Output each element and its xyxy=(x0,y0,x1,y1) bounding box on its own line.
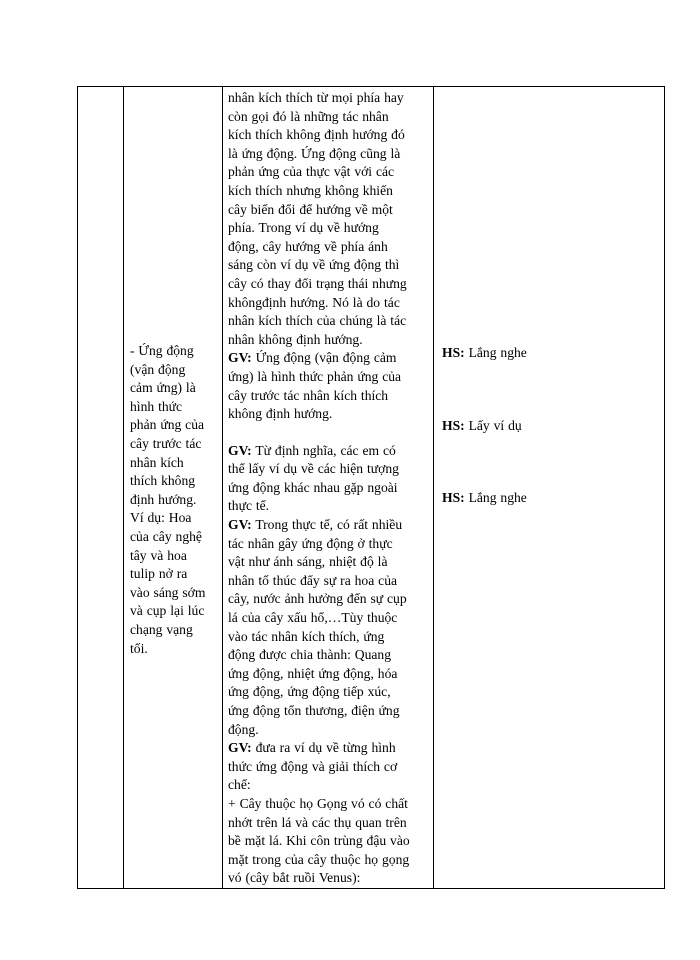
text-line: nhân kích thích của chúng là tác xyxy=(228,313,407,329)
paragraph-spacer xyxy=(442,435,660,471)
text-line: vào sáng sớm xyxy=(130,584,206,600)
text-line: hình thức xyxy=(130,398,183,414)
text-line: thích không xyxy=(130,473,196,489)
hs-response-2 xyxy=(442,417,660,436)
text-line: khôngđịnh hướng. Nó là do tác xyxy=(228,294,400,310)
text-line: (vận động xyxy=(130,361,186,377)
text-line: bề mặt lá. Khi côn trùng đậu vào xyxy=(228,833,410,849)
column-3-cell xyxy=(223,87,434,889)
text-line: chạng vạng xyxy=(130,621,193,637)
text-line: nhân tố thúc đẩy sự ra hoa của xyxy=(228,572,398,588)
text-line: + Cây thuộc họ Gọng vó có chất xyxy=(228,795,408,811)
text-line: ứng động, ứng động tiếp xúc, xyxy=(228,684,391,700)
text-line: vào tác nhân kích thích, ứng xyxy=(228,628,385,644)
text-line: động được chia thành: Quang xyxy=(228,647,392,663)
lesson-table xyxy=(77,86,665,889)
gv-paragraph-2 xyxy=(228,442,430,461)
text-line: cây có thay đổi trạng thái nhưng xyxy=(228,275,407,291)
text-run: Từ định nghĩa, các em có xyxy=(251,442,396,458)
text-line: còn gọi đó là những tác nhân xyxy=(228,108,389,124)
text-line: tây và hoa xyxy=(130,547,187,563)
column-1-cell xyxy=(78,87,124,889)
gv-label: GV: xyxy=(228,740,252,756)
text-line: nhân kích xyxy=(130,454,184,470)
text-line: ứng) là hình thức phản ứng của xyxy=(228,368,402,384)
text-line: tối. xyxy=(130,640,148,656)
text-run: Trong thực tế, có rất nhiều xyxy=(251,517,403,533)
text-line: động. xyxy=(228,721,259,737)
text-line: cảm ứng) là xyxy=(130,380,196,396)
gv-label: GV: xyxy=(228,350,252,366)
gv-label: GV: xyxy=(228,442,252,458)
text-line: nhân kích thích từ mọi phía hay xyxy=(228,90,404,105)
gv-label: GV: xyxy=(228,517,252,533)
text-line: không định hướng. xyxy=(228,406,333,422)
table-row xyxy=(78,87,665,889)
paragraph-spacer xyxy=(228,424,430,442)
text-line: chế: xyxy=(228,777,251,793)
text-line: tác nhân gây ứng động ở thực xyxy=(228,535,393,551)
text-run: Lắng nghe xyxy=(464,490,527,506)
text-line: lá của cây xấu hổ,…Tùy thuộc xyxy=(228,610,398,626)
student-activity xyxy=(434,87,664,508)
paragraph-spacer xyxy=(442,471,660,489)
text-line: vật như ánh sáng, nhiệt độ là xyxy=(228,554,388,570)
text-line: mặt trong của cây thuộc họ gọng xyxy=(228,851,410,867)
teacher-activity xyxy=(223,87,433,888)
text-line: kích thích không định hướng đó xyxy=(228,127,405,143)
text-line: nhớt trên lá và các thụ quan trên xyxy=(228,814,407,830)
text-line: - Ứng động xyxy=(130,343,194,358)
text-line: thực tế. xyxy=(228,498,270,514)
text-run: Lấy ví dụ xyxy=(464,417,522,433)
text-line: và cụp lại lúc xyxy=(130,603,205,619)
text-line: ứng động tổn thương, điện ứng xyxy=(228,703,400,718)
text-line: cây trước tác nhân kích thích xyxy=(228,387,389,403)
gv-paragraph-1 xyxy=(228,349,430,368)
text-run: Ứng động (vận động cảm xyxy=(251,350,397,366)
text-line: tulip nở ra xyxy=(130,566,188,582)
hs-response-3 xyxy=(442,489,660,508)
hs-label: HS: xyxy=(442,345,465,360)
text-line: kích thích nhưng không khiến xyxy=(228,182,393,198)
text-line: thức ứng động và giải thích cơ xyxy=(228,758,398,774)
text-line: vó (cây bắt ruồi Venus): xyxy=(228,870,361,886)
text-run: Lắng nghe xyxy=(464,345,527,360)
text-line: động, cây hướng về phía ánh xyxy=(228,238,388,254)
text-line: Ví dụ: Hoa xyxy=(130,510,192,526)
gv-paragraph-3 xyxy=(228,516,430,535)
text-line: của cây nghệ xyxy=(130,528,202,544)
paragraph-spacer xyxy=(442,363,660,399)
content-definition xyxy=(124,87,222,658)
column-4-cell xyxy=(434,87,665,889)
text-line: ứng động khác nhau gặp ngoài xyxy=(228,479,398,495)
text-line: thể lấy ví dụ về các hiện tượng xyxy=(228,461,399,477)
hs-label: HS: xyxy=(442,490,465,506)
gv-paragraph-4 xyxy=(228,739,430,758)
text-line: là ứng động. Ứng động cũng là xyxy=(228,145,401,161)
text-line: phản ứng của thực vật với các xyxy=(228,164,395,180)
hs-response-1 xyxy=(442,344,660,363)
text-line: phía. Trong ví dụ về hướng xyxy=(228,220,379,236)
text-line: nhân không định hướng. xyxy=(228,331,363,347)
column-2-cell xyxy=(124,87,223,889)
text-line: sáng còn ví dụ về ứng động thì xyxy=(228,257,400,273)
paragraph-spacer xyxy=(442,399,660,417)
text-line: cây, nước ảnh hưởng đến sự cụp xyxy=(228,591,407,607)
text-line: ứng động, nhiệt ứng động, hóa xyxy=(228,665,398,681)
hs-label: HS: xyxy=(442,417,465,433)
text-line: định hướng. xyxy=(130,491,197,507)
text-line: cây biến đổi để hướng về một xyxy=(228,201,393,217)
text-line: cây trước tác xyxy=(130,435,202,451)
text-run: đưa ra ví dụ về từng hình xyxy=(251,740,396,756)
text-line: phản ứng của xyxy=(130,417,205,433)
